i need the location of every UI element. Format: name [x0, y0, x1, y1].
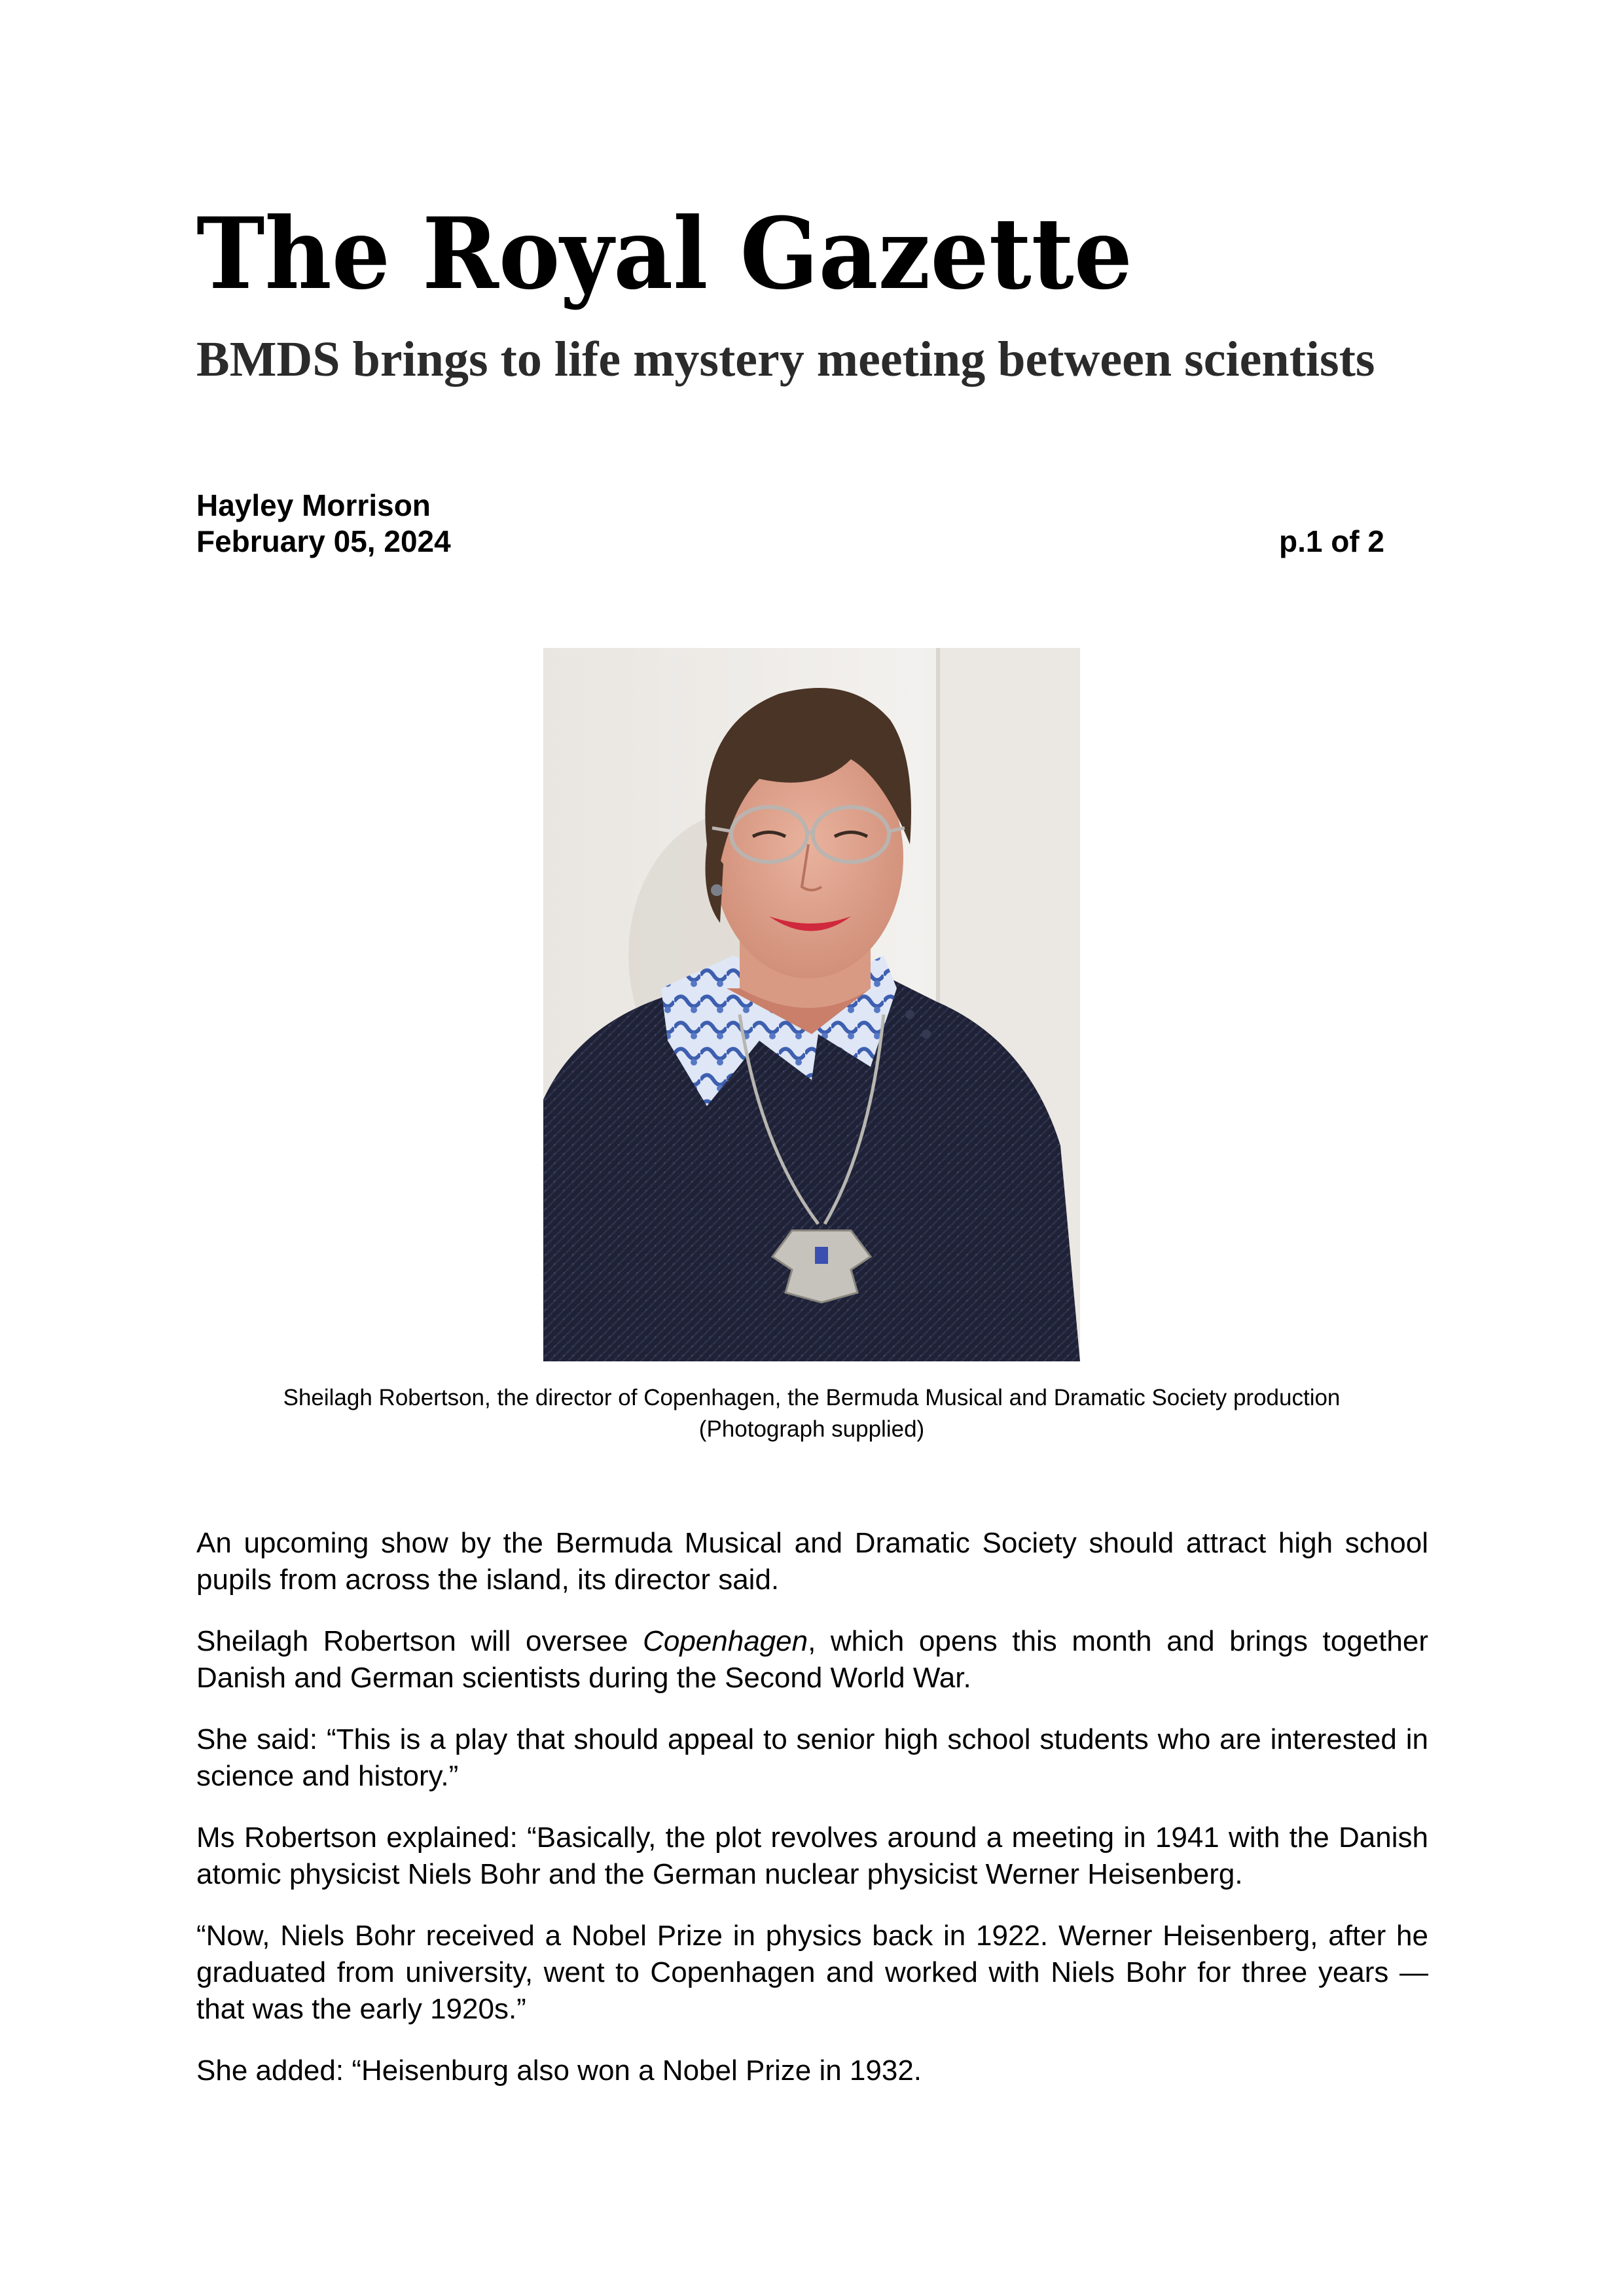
page-number: p.1 of 2: [1278, 524, 1384, 558]
play-title: Copenhagen: [643, 1625, 808, 1657]
photo-caption-line-2: (Photograph supplied): [698, 1416, 925, 1442]
author-name: Hayley Morrison: [196, 488, 431, 522]
article-paragraph-1: An upcoming show by the Bermuda Musical and Dramatic Society should attract high school pupils from across the island, its director said.: [196, 1527, 1428, 1596]
photo-caption: [196, 1382, 1427, 1445]
article-headline: BMDS brings to life mystery meeting between scientists: [196, 332, 1375, 387]
date-row: [196, 524, 1384, 559]
article-photo: [543, 648, 1080, 1361]
paragraph-2-rest: which opens this month and brings together Danish and German scientists during the Second World War.: [196, 1625, 1428, 1694]
article-body: [196, 1525, 1428, 2114]
masthead-logo-graphic: [196, 190, 1132, 314]
article-paragraph-6: She added: “Heisenburg also won a Nobel Prize in 1932.: [196, 2054, 922, 2087]
article-paragraph-5: “Now, Niels Bohr received a Nobel Prize in physics back in 1922. Werner Heisenberg, after he graduated from university, went to Copenhagen and worked with Niels Bohr for three years — that was the early 1920s.”: [196, 1920, 1428, 2025]
paragraph-2-lead: Sheilagh Robertson will oversee: [196, 1625, 643, 1657]
photo-caption-line-1: Sheilagh Robertson, the director of Copenhagen, the Bermuda Musical and Dramatic Society production: [283, 1385, 1341, 1410]
portrait-photo-graphic: [543, 648, 1080, 1361]
article-paragraph-2: [196, 1623, 1428, 1696]
article-paragraph-3: She said: “This is a play that should appeal to senior high school students who are interested in science and history.”: [196, 1723, 1428, 1792]
masthead-logo: [196, 190, 1132, 314]
paragraph-2-comma: ,: [808, 1625, 831, 1657]
masthead-title: The Royal Gazette: [196, 196, 1132, 312]
publish-date: February 05, 2024: [196, 524, 451, 558]
article-paragraph-4: Ms Robertson explained: “Basically, the plot revolves around a meeting in 1941 with the Danish atomic physicist Niels Bohr and the German nuclear physicist Werner Heisenberg.: [196, 1821, 1428, 1890]
